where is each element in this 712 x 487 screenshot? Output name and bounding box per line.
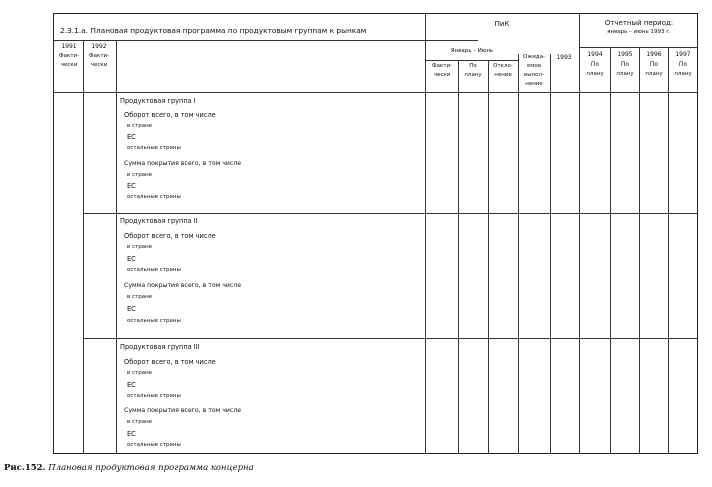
group-3-name: Продуктовая группа III: [120, 343, 200, 351]
rule-group-2-end: [83, 338, 697, 339]
rule-col-1991: [83, 40, 84, 453]
group-1-coverage: Сумма покрытия всего, в том числе: [124, 160, 242, 167]
group-2-name: Продуктовая группа II: [120, 217, 198, 225]
sub-col-plan-l2: плану: [464, 72, 482, 78]
rule-col-1995: [610, 47, 611, 453]
group-3-other: остальные страны: [127, 393, 181, 399]
rule-header-top-row: [54, 40, 478, 41]
group-2-other: остальные страны: [127, 267, 181, 273]
caption-text: Плановая продуктовая программа концерна: [48, 463, 254, 473]
rule-header-bottom: [54, 92, 697, 93]
sub-col-exp-l1: Ожида-: [522, 54, 546, 60]
group-3-ec: ЕС: [127, 381, 136, 389]
sub-col-1993: 1993: [556, 54, 572, 61]
col-1992-l2: Факти-: [88, 53, 110, 59]
plan-col-1997-l2: плану: [674, 71, 692, 77]
group-2-ec-2: ЕС: [127, 305, 136, 313]
plan-col-1995-l1: По: [620, 61, 630, 68]
group-3-in-country: в стране: [127, 370, 153, 376]
group-3-ec-2: ЕС: [127, 430, 136, 438]
rule-col-pik: [425, 14, 426, 453]
rule-col-sub2: [458, 60, 459, 453]
rule-jan-jun: [425, 60, 518, 61]
col-1991-l2: Факти-: [58, 53, 80, 59]
col-1991-year: 1991: [61, 43, 77, 50]
plan-col-1996-l2: плану: [645, 71, 663, 77]
plan-col-1996-year: 1996: [646, 51, 662, 58]
group-2-coverage: Сумма покрытия всего, в том числе: [124, 282, 242, 289]
group-2-other-2: остальные страны: [127, 318, 181, 324]
table-title: 2.3.1.a. Плановая продуктовая программа по продуктовым группам к рынкам: [60, 26, 367, 35]
plan-col-1996-l1: По: [649, 61, 659, 68]
rule-report-period: [579, 47, 697, 48]
sub-col-dev-l1: Откло-: [493, 63, 513, 69]
rule-col-1993: [550, 54, 551, 453]
plan-col-1997-year: 1997: [675, 51, 691, 58]
sub-col-plan-l1: По: [469, 63, 477, 69]
plan-col-1994-l1: По: [590, 61, 600, 68]
rule-col-1992: [116, 40, 117, 453]
group-1-turnover: Оборот всего, в том числе: [124, 111, 216, 119]
caption-label: Рис.152.: [4, 463, 46, 473]
planning-table: [53, 13, 698, 454]
col-1992-year: 1992: [91, 43, 107, 50]
group-1-other: остальные страны: [127, 145, 181, 151]
plan-col-1994-year: 1994: [587, 51, 603, 58]
report-period-range: январь – июнь 1993 г.: [607, 29, 671, 35]
group-1-ec-2: ЕС: [127, 182, 136, 190]
rule-col-report: [579, 14, 580, 453]
rule-col-sub3: [488, 60, 489, 453]
sub-col-exp-l2: емое: [526, 63, 542, 69]
group-3-turnover: Оборот всего, в том числе: [124, 358, 216, 366]
rule-col-sub4: [518, 54, 519, 453]
rule-group-1-end: [83, 213, 697, 214]
rule-col-1997: [668, 47, 669, 453]
sub-col-fact-l2: чески: [433, 72, 451, 78]
figure-caption: [4, 463, 254, 473]
sub-col-exp-l4: нение: [525, 81, 543, 87]
plan-col-1997-l1: По: [678, 61, 688, 68]
plan-col-1995-l2: плану: [616, 71, 634, 77]
group-1-in-country-2: в стране: [127, 172, 153, 178]
pik-header: ПиК: [494, 20, 510, 28]
sub-col-dev-l2: нение: [494, 72, 512, 78]
group-3-in-country-2: в стране: [127, 419, 153, 425]
report-period-header: Отчетный период:: [604, 19, 674, 27]
group-1-in-country: в стране: [127, 123, 153, 129]
group-3-other-2: остальные страны: [127, 442, 181, 448]
group-2-ec: ЕС: [127, 255, 136, 263]
group-2-in-country-2: в стране: [127, 294, 153, 300]
sub-col-exp-l3: выпол-: [523, 72, 545, 78]
col-1991-l3: чески: [60, 62, 78, 68]
group-1-other-2: остальные страны: [127, 194, 181, 200]
sub-col-fact-l1: Факти-: [431, 63, 453, 69]
plan-col-1994-l2: плану: [586, 71, 604, 77]
group-2-in-country: в стране: [127, 244, 153, 250]
rule-col-1996: [639, 47, 640, 453]
plan-col-1995-year: 1995: [617, 51, 633, 58]
group-3-coverage: Сумма покрытия всего, в том числе: [124, 407, 242, 414]
col-1992-l3: чески: [90, 62, 108, 68]
jan-jun-header: Январь – Июнь: [450, 48, 494, 54]
group-1-ec: ЕС: [127, 133, 136, 141]
group-1-name: Продуктовая группа I: [120, 97, 196, 105]
group-2-turnover: Оборот всего, в том числе: [124, 232, 216, 240]
